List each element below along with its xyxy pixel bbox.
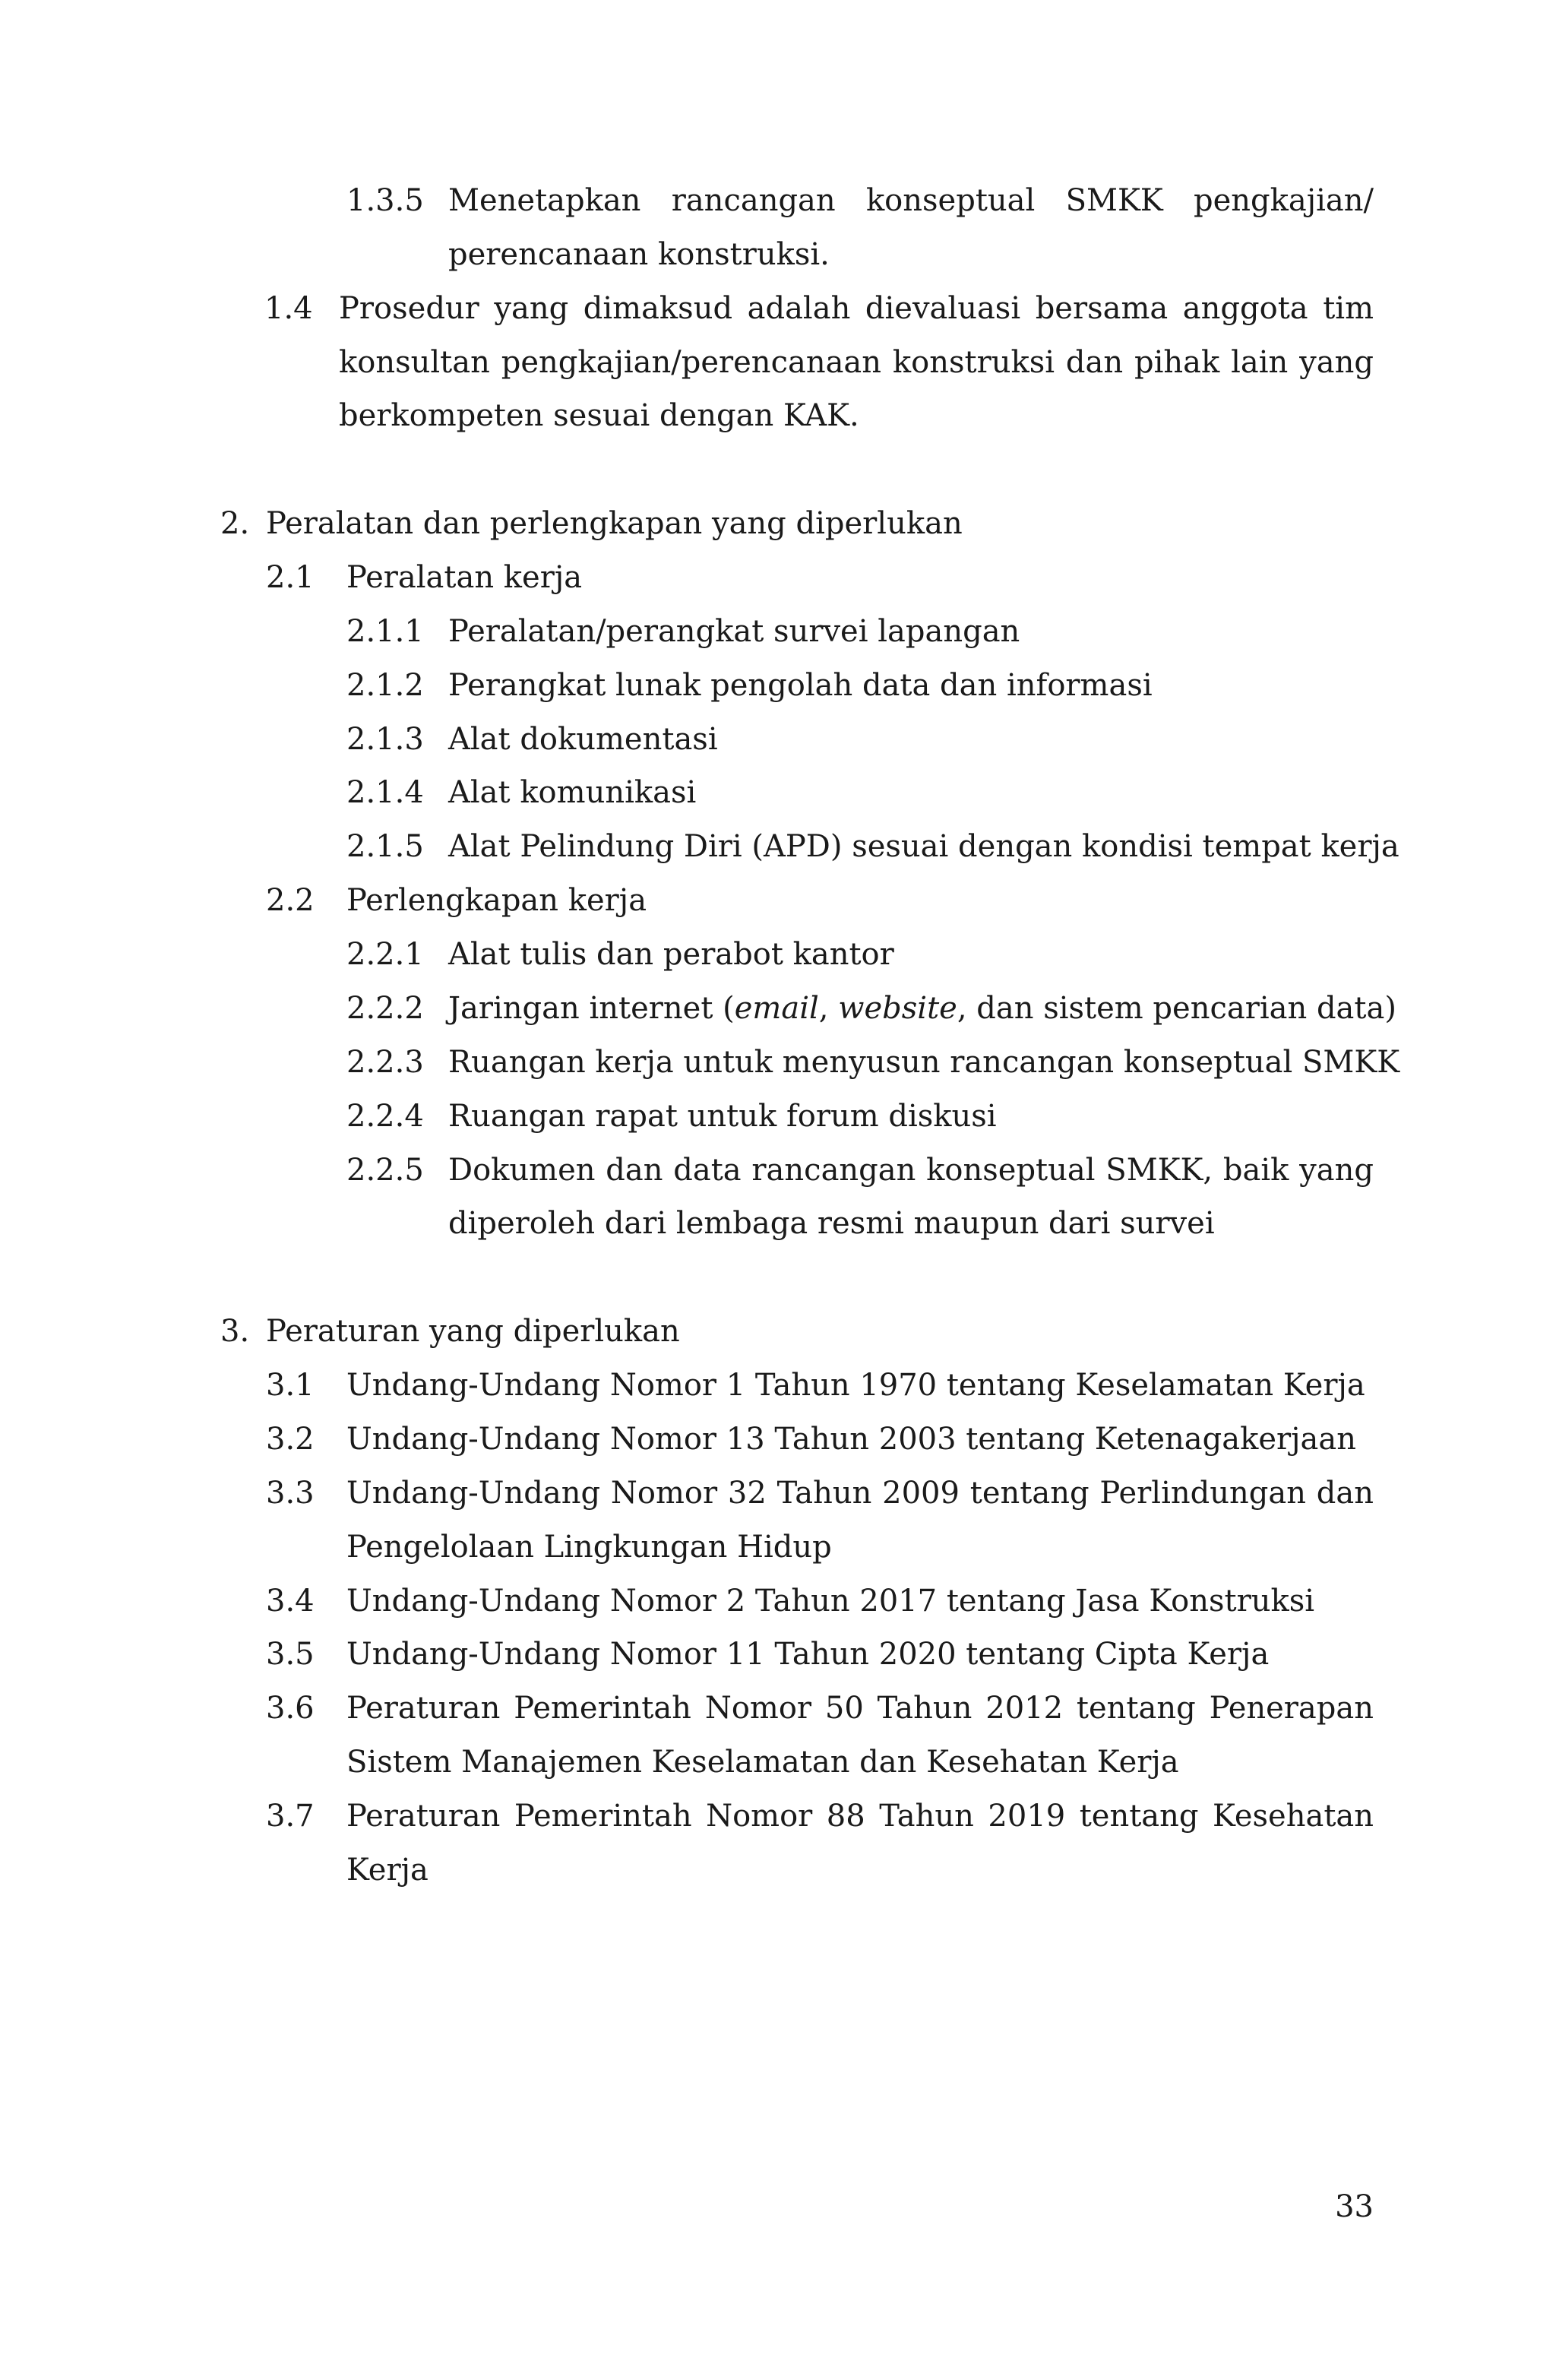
item-text-part: , [818,991,839,1026]
item-number: 2.2.2 [346,991,424,1026]
item-text: berkompeten sesuai dengan KAK. [339,398,859,433]
item-number: 3.3 [266,1476,315,1511]
item-text: diperoleh dari lembaga resmi maupun dari survei [448,1206,1215,1241]
item-number: 3.4 [266,1584,315,1619]
list-item-2-2-5 [346,1150,1374,1190]
item-text: Undang-Undang Nomor 1 Tahun 1970 tentang Keselamatan Kerja [346,1368,1365,1403]
item-number: 3.2 [266,1422,315,1457]
item-text: Menetapkan rancangan konseptual SMKK pengkajian/ [448,183,1374,218]
list-item-1-3-5-continued [448,235,830,274]
item-text-part: Jaringan internet ( [448,991,735,1026]
item-text: Ruangan kerja untuk menyusun rancangan konseptual SMKK [448,1045,1400,1080]
section-title: Perlengkapan kerja [346,883,647,918]
item-number: 3.7 [266,1799,315,1834]
item-text-part: , dan sistem pencarian data) [957,991,1396,1026]
section-number: 2. [220,506,250,541]
item-number: 2.2.4 [346,1099,424,1134]
item-number: 2.2.1 [346,937,424,972]
item-text: Ruangan rapat untuk forum diskusi [448,1099,997,1134]
item-number: 3.5 [266,1637,315,1672]
section-number: 3. [220,1314,250,1349]
item-text: Dokumen dan data rancangan konseptual SMKK, baik yang [448,1153,1374,1188]
list-item-3-6-continued [346,1742,1179,1782]
list-item-3-3 [266,1473,1374,1513]
item-text: Alat tulis dan perabot kantor [448,937,894,972]
section-title: Peraturan yang diperlukan [266,1314,680,1349]
section-number: 2.2 [266,883,315,918]
item-text: Sistem Manajemen Keselamatan dan Kesehatan Kerja [346,1745,1179,1780]
item-text: Peralatan/perangkat survei lapangan [448,614,1020,649]
item-number: 3.6 [266,1691,315,1726]
list-item-1-4-continued [339,343,1374,382]
item-number: 2.1.1 [346,614,424,649]
item-number: 2.1.3 [346,722,424,757]
list-item-1-3-5 [346,181,1374,220]
item-text: perencanaan konstruksi. [448,237,830,272]
item-number: 2.2.3 [346,1045,424,1080]
item-text: Peraturan Pemerintah Nomor 50 Tahun 2012 tentang Penerapan [346,1691,1374,1726]
section-title: Peralatan kerja [346,560,583,595]
list-item-2-2-5-continued [448,1204,1215,1243]
page-number: 33 [1335,2189,1374,2224]
list-item-1-4-continued [339,396,859,435]
item-number: 2.1.5 [346,829,424,864]
item-text: Peraturan Pemerintah Nomor 88 Tahun 2019 tentang Kesehatan [346,1799,1374,1834]
item-number: 1.3.5 [346,183,424,218]
item-number: 2.1.4 [346,775,424,810]
item-text: Undang-Undang Nomor 2 Tahun 2017 tentang Jasa Konstruksi [346,1584,1315,1619]
item-text: Alat Pelindung Diri (APD) sesuai dengan kondisi tempat kerja [448,829,1399,864]
item-text: Prosedur yang dimaksud adalah dievaluasi bersama anggota tim [339,291,1374,326]
item-text [448,989,1396,1028]
item-text: Pengelolaan Lingkungan Hidup [346,1530,832,1565]
item-text: Undang-Undang Nomor 32 Tahun 2009 tentang Perlindungan dan [346,1476,1374,1511]
item-text: konsultan pengkajian/perencanaan konstruksi dan pihak lain yang [339,345,1374,380]
item-text: Alat dokumentasi [448,722,718,757]
list-item-3-6 [266,1688,1374,1728]
list-item-1-4 [264,289,1374,328]
item-number: 3.1 [266,1368,315,1403]
section-title: Peralatan dan perlengkapan yang diperlukan [266,506,963,541]
list-item-3-7-continued [346,1850,429,1890]
item-text: Undang-Undang Nomor 13 Tahun 2003 tentang Ketenagakerjaan [346,1422,1356,1457]
item-text: Kerja [346,1853,429,1888]
list-item-3-7 [266,1796,1374,1836]
item-number: 2.1.2 [346,668,424,703]
item-text: Perangkat lunak pengolah data dan informasi [448,668,1153,703]
item-text-emphasis: website [838,991,957,1026]
item-text: Undang-Undang Nomor 11 Tahun 2020 tentang Cipta Kerja [346,1637,1270,1672]
section-number: 2.1 [266,560,315,595]
item-text-emphasis: email [734,991,819,1026]
item-number: 1.4 [264,291,313,326]
item-text: Alat komunikasi [448,775,697,810]
list-item-3-3-continued [346,1527,832,1567]
item-number: 2.2.5 [346,1153,424,1188]
